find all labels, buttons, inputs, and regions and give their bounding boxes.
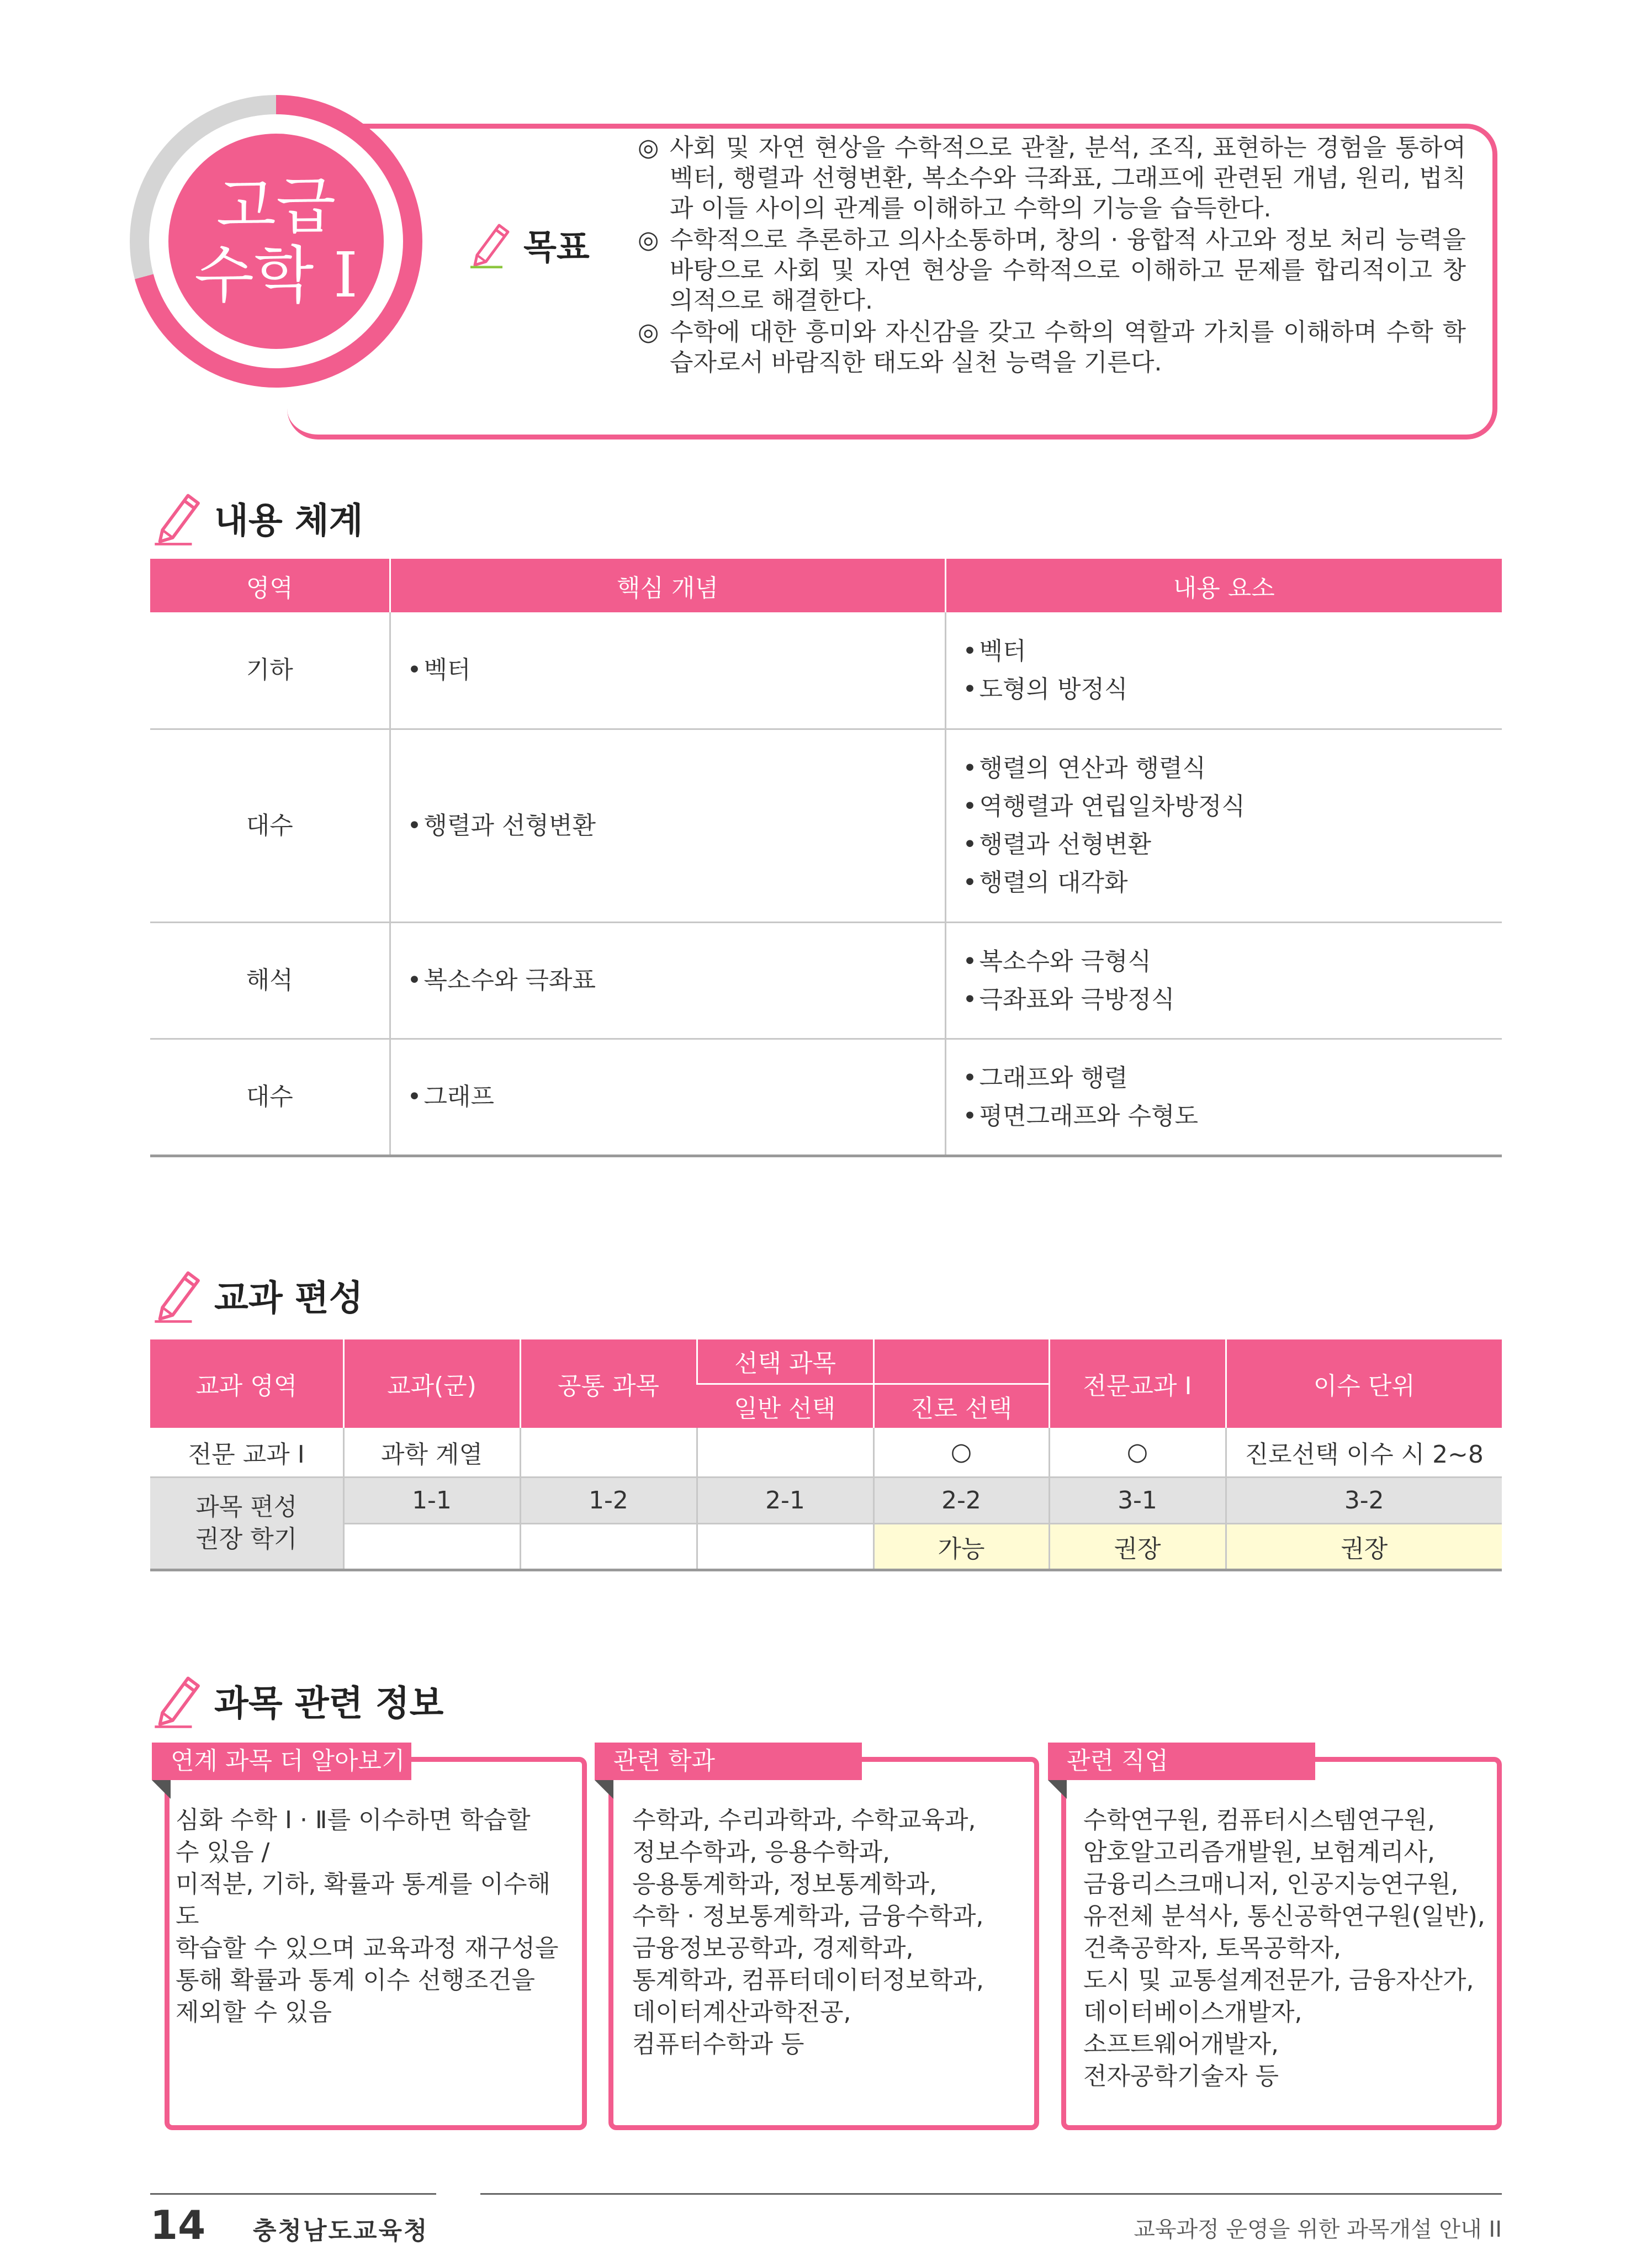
header-elements: 내용 요소 xyxy=(945,559,1502,612)
semester-cell: 1-2 xyxy=(520,1477,697,1523)
content-table xyxy=(150,559,1502,1157)
section-title: 교과 편성 xyxy=(214,1278,363,1319)
cell: ○ xyxy=(1049,1428,1226,1477)
goal-item: ◎ 사회 및 자연 현상을 수학적으로 관찰, 분석, 조직, 표현하는 경험을 통하여 벡터, 행렬과 선형변환, 복소수와 극좌표, 그래프에 관련된 개념, 원리, 법칙과 이들 사이의 관계를 이해하고 수학의 기능을 습득한다. xyxy=(638,133,1466,224)
goal-list xyxy=(638,133,1466,379)
cell: 전문 교과 I xyxy=(150,1428,343,1477)
card-line: 수학 · 정보통계학과, 금융수학과, xyxy=(632,1902,984,1930)
subject-badge xyxy=(168,134,384,349)
card-tab: 연계 과목 더 알아보기 xyxy=(152,1743,411,1780)
header-career: 진로 선택 xyxy=(873,1384,1049,1428)
cell: 진로선택 이수 시 2~8 xyxy=(1226,1428,1502,1477)
element-item: • 행렬의 대각화 xyxy=(963,864,1502,902)
goal-heading xyxy=(469,220,590,269)
document-title: 교육과정 운영을 위한 과목개설 안내 II xyxy=(1134,2217,1502,2242)
pencil-icon xyxy=(469,221,511,268)
header-common: 공통 과목 xyxy=(520,1339,697,1428)
card-line: 암호알고리즘개발원, 보험계리사, xyxy=(1083,1838,1436,1866)
publisher-name: 충청남도교육청 xyxy=(253,2217,429,2245)
card-line: 수학연구원, 컴퓨터시스템연구원, xyxy=(1083,1806,1436,1834)
goal-item: ◎ 수학에 대한 흥미와 자신감을 갖고 수학의 역할과 가치를 이해하며 수학 학습자로서 바람직한 태도와 실천 능력을 기른다. xyxy=(638,317,1466,378)
card-line: 정보수학과, 응용수학과, xyxy=(632,1838,890,1866)
element-item: • 복소수와 극형식 xyxy=(963,942,1502,981)
area-cell: 해석 xyxy=(150,922,390,1039)
card-notch xyxy=(1048,1780,1067,1799)
area-cell: 대수 xyxy=(150,729,390,922)
card-line: 데이터계산과학전공, xyxy=(632,1998,851,2026)
card-line: 건축공학자, 토목공학자, xyxy=(1083,1934,1341,1962)
table-row xyxy=(150,1523,1502,1570)
card-line: 제외할 수 있음 xyxy=(176,1998,332,2026)
semester-cell: 1-1 xyxy=(343,1477,520,1523)
elements-cell xyxy=(945,1039,1502,1156)
section-curriculum-heading xyxy=(153,1268,363,1323)
subject-line1: 고급 xyxy=(216,170,336,242)
pencil-icon xyxy=(153,490,202,546)
card-notch xyxy=(152,1780,171,1799)
card-body xyxy=(176,1804,573,2029)
section-title: 과목 관련 정보 xyxy=(214,1683,444,1724)
recommend-cell: 가능 xyxy=(873,1523,1049,1570)
card-line: 통계학과, 컴퓨터데이터정보학과, xyxy=(632,1966,984,1994)
footer-rule xyxy=(480,2193,1502,2195)
semester-label: 과목 편성 권장 학기 xyxy=(150,1477,343,1570)
section-content-heading xyxy=(153,490,363,546)
element-item: • 행렬과 선형변환 xyxy=(963,825,1502,864)
card-line: 통해 확률과 통계 이수 선행조건을 xyxy=(176,1966,535,1994)
elements-cell xyxy=(945,612,1502,729)
card-line: 유전체 분석사, 통신공학연구원(일반), xyxy=(1083,1902,1485,1930)
card-line: 미적분, 기하, 확률과 통계를 이수해도 xyxy=(176,1870,550,1930)
card-body xyxy=(1083,1804,1492,2093)
table-row xyxy=(150,612,1502,729)
recommend-cell xyxy=(343,1523,520,1570)
header-area: 교과 영역 xyxy=(150,1339,343,1428)
area-cell: 기하 xyxy=(150,612,390,729)
table-row xyxy=(150,1477,1502,1523)
semester-cell: 3-2 xyxy=(1226,1477,1502,1523)
concept-cell: • 복소수와 극좌표 xyxy=(407,961,945,999)
card-line: 도시 및 교통설계전문가, 금융자산가, xyxy=(1083,1966,1474,1994)
goal-label: 목표 xyxy=(523,227,590,267)
recommend-cell: 권장 xyxy=(1049,1523,1226,1570)
element-item: • 역행렬과 연립일차방정식 xyxy=(963,787,1502,825)
semester-cell: 3-1 xyxy=(1049,1477,1226,1523)
page-number: 14 xyxy=(150,2202,206,2248)
card-line: 수 있음 / xyxy=(176,1838,270,1866)
footer-rule xyxy=(150,2193,436,2195)
element-item: • 평면그래프와 수형도 xyxy=(963,1097,1502,1135)
recommend-cell xyxy=(520,1523,697,1570)
element-item: • 그래프와 행렬 xyxy=(963,1059,1502,1097)
table-row xyxy=(150,729,1502,922)
element-item: • 극좌표와 극방정식 xyxy=(963,981,1502,1019)
card-body xyxy=(632,1804,1030,2061)
goal-item: ◎ 수학적으로 추론하고 의사소통하며, 창의 · 융합적 사고와 정보 처리 능력을 바탕으로 사회 및 자연 현상을 수학적으로 이해하고 문제를 합리적이고 창의적으로 해결한다. xyxy=(638,225,1466,316)
element-item: • 행렬의 연산과 행렬식 xyxy=(963,749,1502,787)
area-cell: 대수 xyxy=(150,1039,390,1156)
card-tab: 관련 학과 xyxy=(595,1743,862,1780)
semester-cell: 2-2 xyxy=(873,1477,1049,1523)
header-general: 일반 선택 xyxy=(697,1384,873,1428)
header-credits: 이수 단위 xyxy=(1226,1339,1502,1428)
subject-line2: 수학 Ⅰ xyxy=(194,240,358,311)
card-line: 데이터베이스개발자, xyxy=(1083,1998,1302,2026)
card-line: 응용통계학과, 정보통계학과, xyxy=(632,1870,938,1898)
card-line: 컴퓨터수학과 등 xyxy=(632,2030,804,2058)
element-item: • 도형의 방정식 xyxy=(963,670,1502,708)
card-line: 학습할 수 있으며 교육과정 재구성을 xyxy=(176,1934,559,1962)
card-line: 금융리스크매니저, 인공지능연구원, xyxy=(1083,1870,1459,1898)
table-row xyxy=(150,1428,1502,1477)
recommend-cell xyxy=(697,1523,873,1570)
header-special: 전문교과 I xyxy=(1049,1339,1226,1428)
table-row xyxy=(150,1039,1502,1156)
concept-cell: • 벡터 xyxy=(407,651,945,689)
card-line: 전자공학기술자 등 xyxy=(1083,2062,1279,2090)
cell xyxy=(520,1428,697,1477)
pencil-icon xyxy=(153,1673,202,1728)
section-info-heading xyxy=(153,1673,444,1728)
recommend-cell: 권장 xyxy=(1226,1523,1502,1570)
concept-cell: • 행렬과 선형변환 xyxy=(407,807,945,845)
section-title: 내용 체계 xyxy=(214,501,363,542)
elements-cell xyxy=(945,922,1502,1039)
cell: ○ xyxy=(873,1428,1049,1477)
header-area: 영역 xyxy=(150,559,390,612)
elements-cell xyxy=(945,729,1502,922)
cell: 과학 계열 xyxy=(343,1428,520,1477)
header-group: 교과(군) xyxy=(343,1339,520,1428)
card-line: 수학과, 수리과학과, 수학교육과, xyxy=(632,1806,976,1834)
table-header-row xyxy=(150,1339,1502,1384)
cell xyxy=(697,1428,873,1477)
header-concept: 핵심 개념 xyxy=(390,559,945,612)
concept-cell: • 그래프 xyxy=(407,1078,945,1116)
semester-cell: 2-1 xyxy=(697,1477,873,1523)
card-line: 심화 수학 Ⅰ · Ⅱ를 이수하면 학습할 xyxy=(176,1806,531,1834)
card-notch xyxy=(595,1780,613,1799)
table-row xyxy=(150,922,1502,1039)
card-line: 금융정보공학과, 경제학과, xyxy=(632,1934,914,1962)
card-line: 소프트웨어개발자, xyxy=(1083,2030,1279,2058)
curriculum-table xyxy=(150,1339,1502,1571)
table-header-row xyxy=(150,559,1502,612)
card-tab: 관련 직업 xyxy=(1048,1743,1315,1780)
header-elective: 선택 과목 xyxy=(697,1339,873,1384)
element-item: • 벡터 xyxy=(963,632,1502,670)
pencil-icon xyxy=(153,1268,202,1323)
